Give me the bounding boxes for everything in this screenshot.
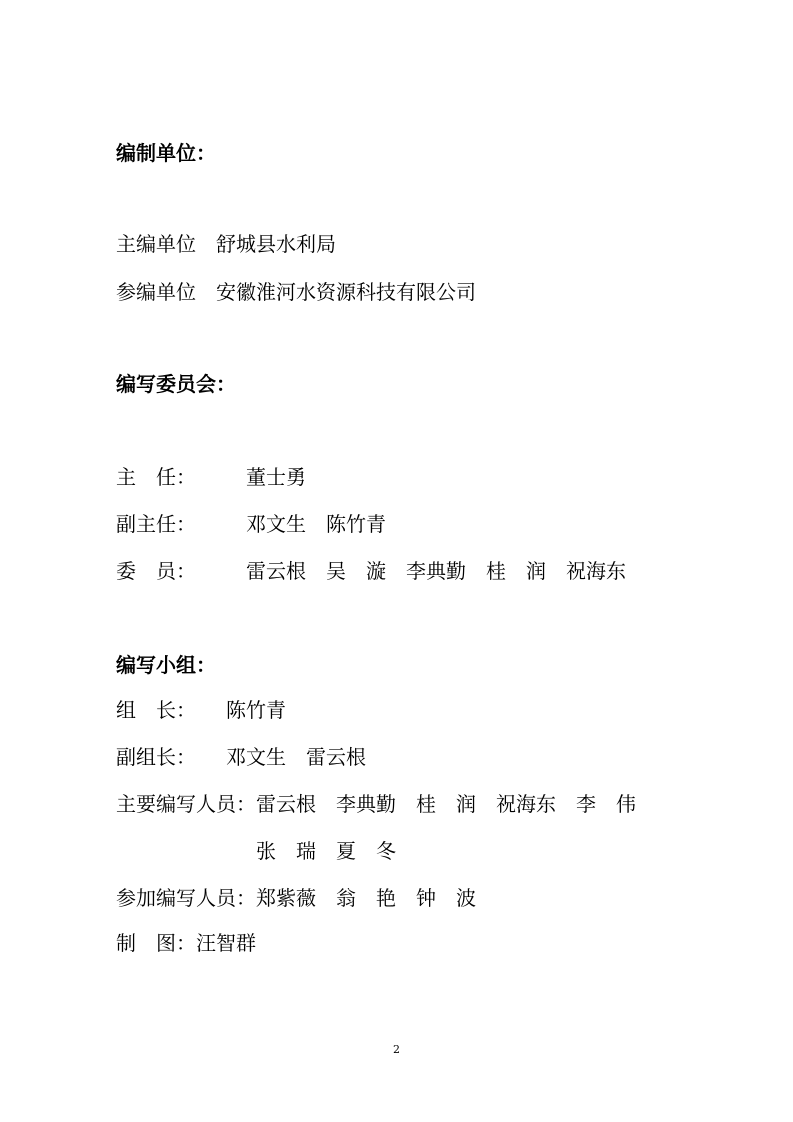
- committee-members: 委 员： 雷云根 吴 漩 李典勤 桂 润 祝海东: [116, 559, 626, 583]
- drafting: 制 图：汪智群: [116, 931, 256, 955]
- group-leader: 组 长： 陈竹青: [116, 698, 286, 722]
- page-number: 2: [393, 1043, 400, 1056]
- partner-unit-line: 参编单位 安徽淮河水资源科技有限公司: [116, 280, 476, 304]
- group-deputy-leader: 副组长： 邓文生 雷云根: [116, 745, 366, 769]
- main-writers-continued: 张 瑞 夏 冬: [116, 839, 396, 863]
- participating-writers: 参加编写人员：郑紫薇 翁 艳 钟 波: [116, 886, 476, 910]
- writing-group-heading: 编写小组：: [116, 653, 216, 677]
- lead-unit-line: 主编单位 舒城县水利局: [116, 232, 336, 256]
- committee-heading: 编写委员会：: [116, 372, 236, 396]
- committee-director: 主 任： 董士勇: [116, 465, 306, 489]
- compile-unit-heading: 编制单位：: [116, 141, 216, 165]
- main-writers: 主要编写人员：雷云根 李典勤 桂 润 祝海东 李 伟: [116, 792, 636, 816]
- committee-deputy-director: 副主任： 邓文生 陈竹青: [116, 512, 386, 536]
